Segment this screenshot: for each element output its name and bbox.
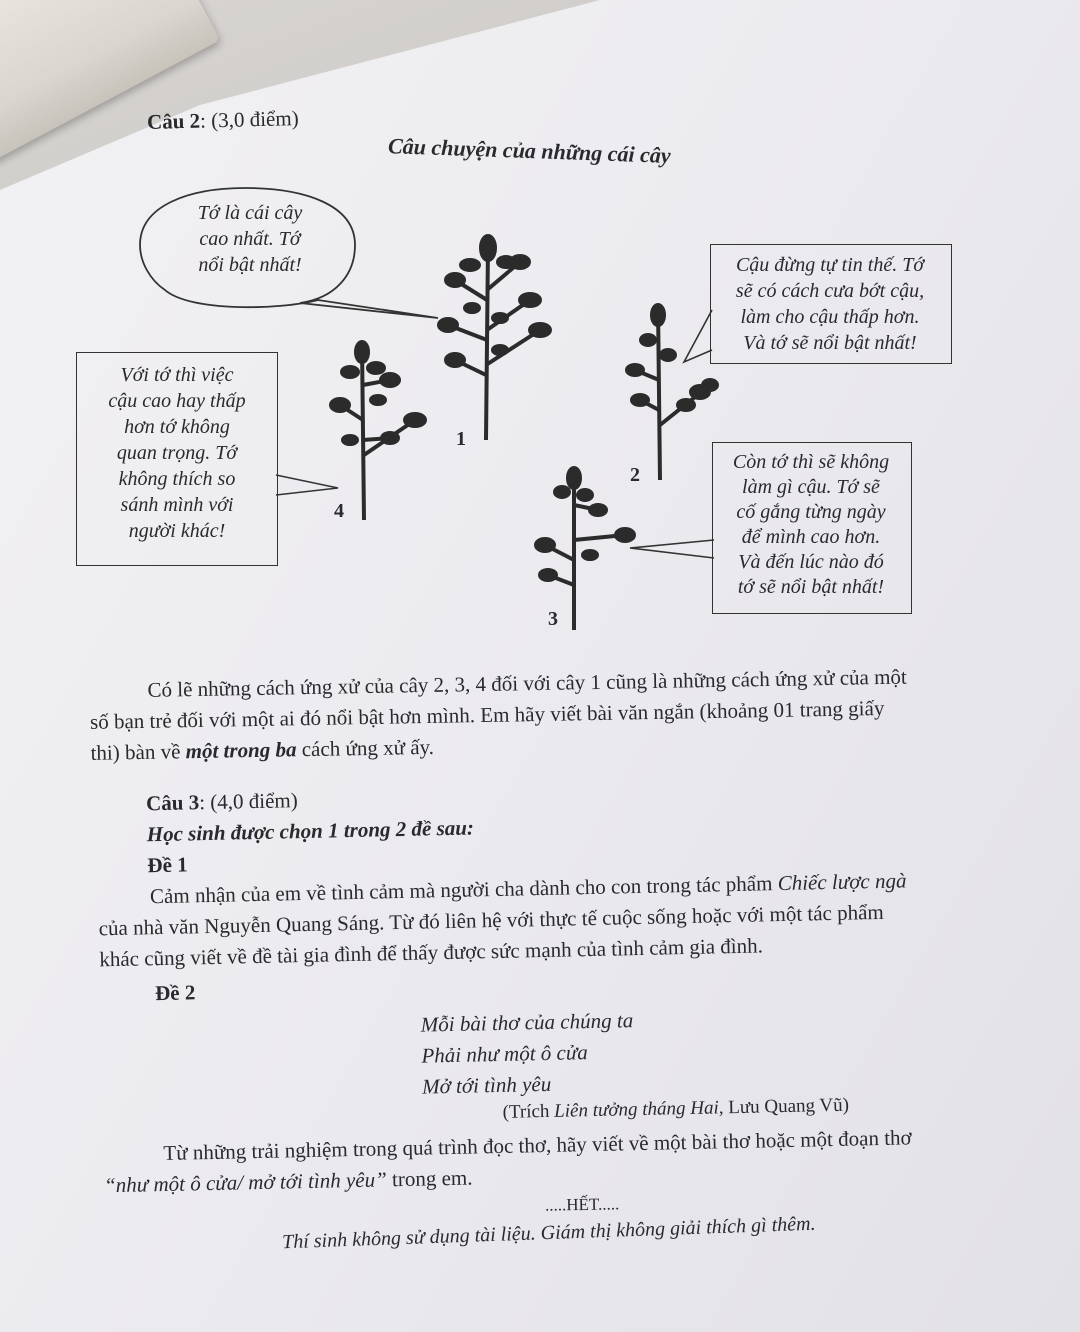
cau2-prompt xyxy=(89,660,990,769)
prompt-line: Có lẽ những cách ứng xử của cây 2, 3, 4 đối với cây 1 cũng là những cách ứng xử của một xyxy=(147,664,907,702)
tree-4 xyxy=(331,342,425,520)
bubble-tree1-line: nổi bật nhất! xyxy=(198,254,302,276)
bubble-tree3-line: để mình cao hơn. xyxy=(741,526,881,548)
prompt-line: số bạn trẻ đối với một ai đó nổi bật hơn mình. Em hãy viết bài văn ngắn (khoảng 01 trang giấy xyxy=(89,695,885,734)
bubble-tree4-line: Với tớ thì việc xyxy=(120,364,234,386)
pointer-tree2 xyxy=(684,310,712,362)
prompt-text: cách ứng xử ấy. xyxy=(296,734,435,762)
bubble-tree3 xyxy=(714,450,908,600)
citation-title: Liên tưởng tháng Hai, xyxy=(553,1097,724,1122)
story-title: Câu chuyện của những cái cây xyxy=(387,133,672,168)
bubble-tree3-line: Còn tớ thì sẽ không xyxy=(732,451,890,473)
bubble-tree4-line: không thích so xyxy=(118,468,236,490)
bubble-tree4-line: người khác! xyxy=(128,520,226,542)
poem-line: Phải như một ô cửa xyxy=(421,1040,589,1068)
bubble-tree2 xyxy=(712,252,948,356)
de2-line: Từ những trải nghiệm trong quá trình đọc thơ, hãy viết về một bài thơ hoặc một đoạn thơ xyxy=(163,1125,912,1166)
bubble-tree2-line: sẽ có cách cưa bớt cậu, xyxy=(735,280,925,302)
cau3-points: : (4,0 điểm) xyxy=(198,788,298,815)
bubble-tree4-line: hơn tớ không xyxy=(124,416,230,438)
bubble-tree2-line: Cậu đừng tự tin thế. Tớ xyxy=(735,254,925,276)
prompt-emphasis: một trong ba xyxy=(185,737,297,764)
bubble-tree1-line: cao nhất. Tớ xyxy=(199,228,301,250)
bubble-tree2-line: Và tớ sẽ nổi bật nhất! xyxy=(743,332,917,354)
prompt-text: thi) bàn về xyxy=(90,739,186,765)
citation-author: Lưu Quang Vũ) xyxy=(723,1094,850,1119)
bubble-tree3-line: tớ sẽ nổi bật nhất! xyxy=(737,576,885,598)
tree-number-3: 3 xyxy=(548,608,558,630)
de1-label: Đề 1 xyxy=(147,852,188,878)
cau3-section xyxy=(96,771,994,1202)
bubble-tree3-line: Và đến lúc nào đó xyxy=(738,551,884,573)
tree-1 xyxy=(439,236,550,440)
tree-3 xyxy=(536,468,634,630)
de2-label: Đề 2 xyxy=(154,980,196,1006)
cau2-points: : (3,0 điểm) xyxy=(199,106,299,133)
cau3-instruction: Học sinh được chọn 1 trong 2 đề sau: xyxy=(146,815,475,847)
de1-line: khác cũng viết về đề tài gia đình để thấy được sức mạnh của tình cảm gia đình. xyxy=(99,933,764,972)
end-marker: .....HẾT..... xyxy=(544,1194,620,1215)
bubble-tree1 xyxy=(170,200,330,278)
pointer-tree4 xyxy=(276,475,338,495)
tree-number-2: 2 xyxy=(630,464,640,486)
cau2-label: Câu 2 xyxy=(146,108,201,134)
bubble-tree2-line: làm cho cậu thấp hơn. xyxy=(740,306,920,328)
footer-note: Thí sinh không sử dụng tài liệu. Giám thị không giải thích gì thêm. xyxy=(281,1212,816,1254)
bubble-tree4-line: sánh mình với xyxy=(120,494,234,516)
bubble-tree4-line: quan trọng. Tớ xyxy=(116,442,238,464)
bubble-tree1-line: Tớ là cái cây xyxy=(197,202,303,224)
tree-number-1: 1 xyxy=(456,428,466,450)
de2-text: trong em. xyxy=(386,1165,473,1192)
cau3-label: Câu 3 xyxy=(145,790,200,816)
bubble-tree4 xyxy=(80,362,274,544)
de1-text: Cảm nhận của em về tình cảm mà người cha dành cho con trong tác phẩm xyxy=(149,871,778,909)
de1-work-title: Chiếc lược ngà xyxy=(777,868,907,896)
de1-line: của nhà văn Nguyễn Quang Sáng. Từ đó liên hệ với thực tế cuộc sống hoặc với một tác phẩm xyxy=(98,899,885,941)
bubble-tree3-line: cố gắng từng ngày xyxy=(736,501,886,523)
citation-text: (Trích xyxy=(502,1100,555,1123)
tree-number-4: 4 xyxy=(334,500,344,522)
pointer-tree3 xyxy=(630,540,714,558)
de2-quote: “như một ô cửa/ mở tới tình yêu” xyxy=(103,1167,388,1198)
poem-line: Mở tới tình yêu xyxy=(421,1071,552,1099)
poem-line: Mỗi bài thơ của chúng ta xyxy=(420,1008,634,1037)
bubble-tree3-line: làm gì cậu. Tớ sẽ xyxy=(742,476,880,498)
bubble-tree4-line: cậu cao hay thấp xyxy=(108,390,246,412)
